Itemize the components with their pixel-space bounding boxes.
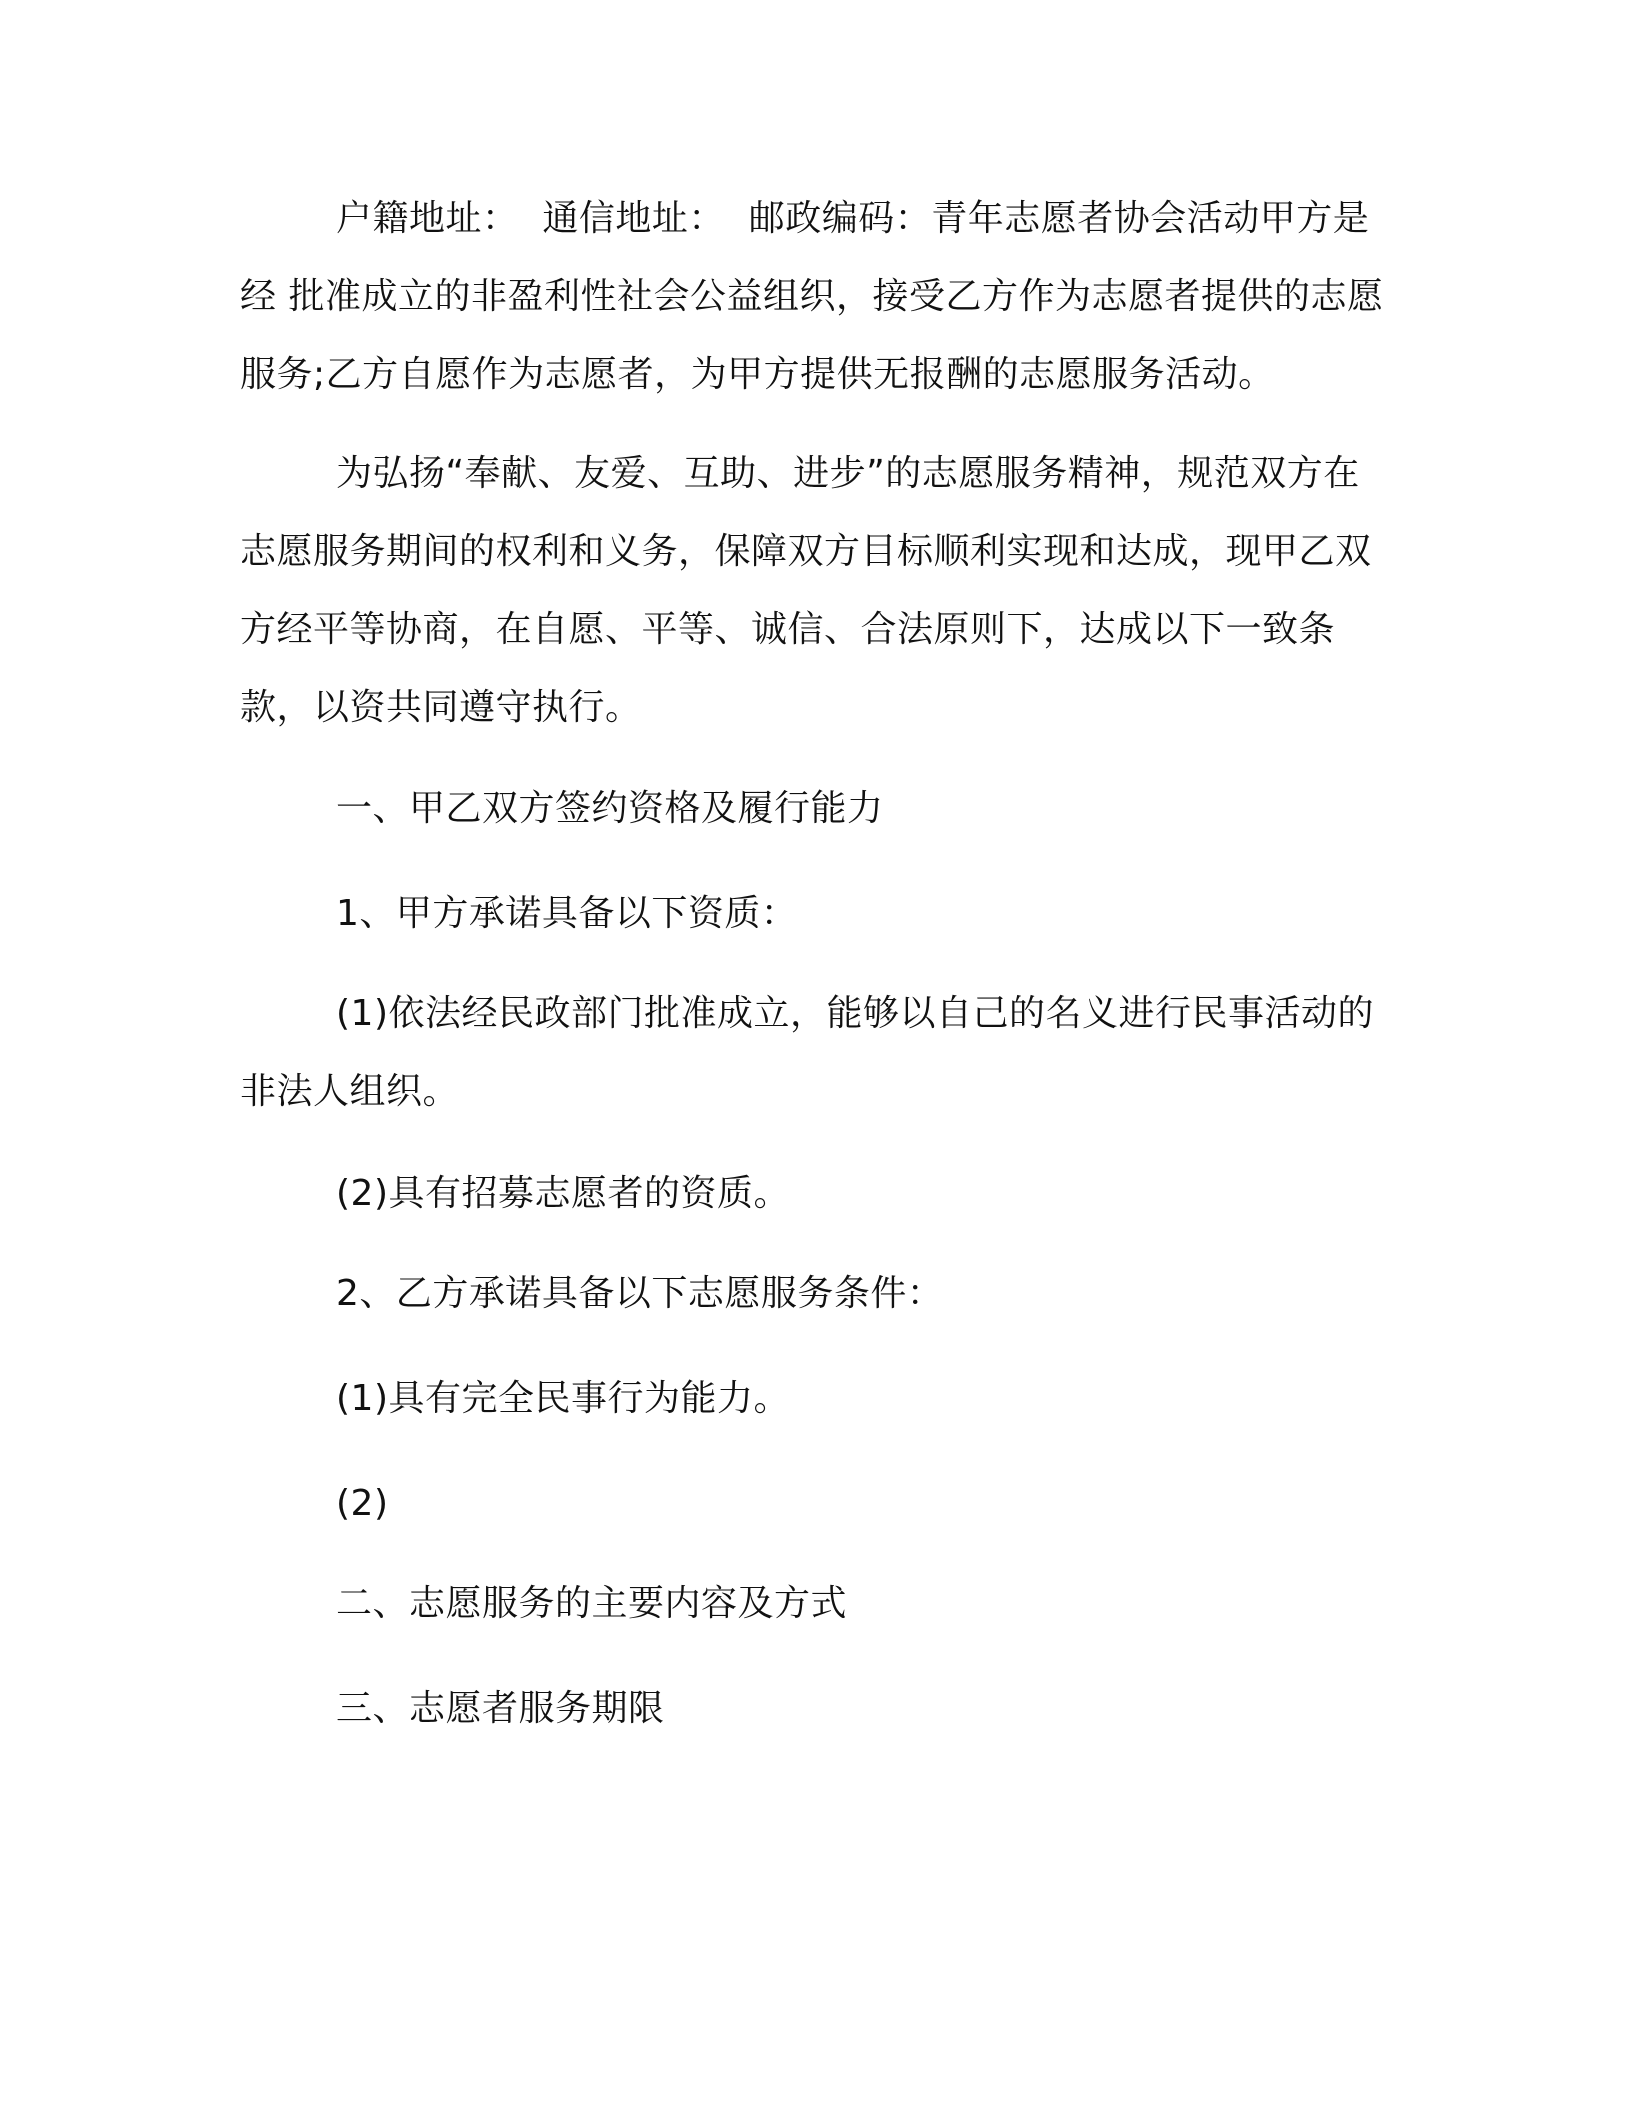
section-heading-1: 一、甲乙双方签约资格及履行能力 (336, 788, 884, 829)
clause-1: 1、甲方承诺具备以下资质： (336, 893, 798, 934)
paragraph-purpose: 为弘扬“奉献、友爱、互助、进步”的志愿服务精神，规范双方在志愿服务期间的权利和义务，保障双方目标顺利实现和达成，现甲乙双方经平等协商，在自愿、平等、诚信、合法原则下，达成以下一致条款，以资共同遵守执行。 (240, 453, 1372, 728)
clause-2-item-2: (2) (336, 1483, 389, 1524)
clause-1-item-1: (1)依法经民政部门批准成立，能够以自己的名义进行民事活动的非法人组织。 (240, 993, 1374, 1112)
paragraph-address-and-preamble: 户籍地址： 通信地址： 邮政编码：青年志愿者协会活动甲方是经 批准成立的非盈利性社会公益组织，接受乙方作为志愿者提供的志愿服务;乙方自愿作为志愿者，为甲方提供无报酬的志愿服务活动。 (240, 198, 1384, 395)
clause-2-item-1: (1)具有完全民事行为能力。 (336, 1378, 790, 1419)
clause-1-item-2: (2)具有招募志愿者的资质。 (336, 1173, 790, 1214)
clause-2: 2、乙方承诺具备以下志愿服务条件： (336, 1273, 944, 1314)
section-heading-3: 三、志愿者服务期限 (336, 1688, 665, 1729)
section-heading-2: 二、志愿服务的主要内容及方式 (336, 1583, 848, 1624)
